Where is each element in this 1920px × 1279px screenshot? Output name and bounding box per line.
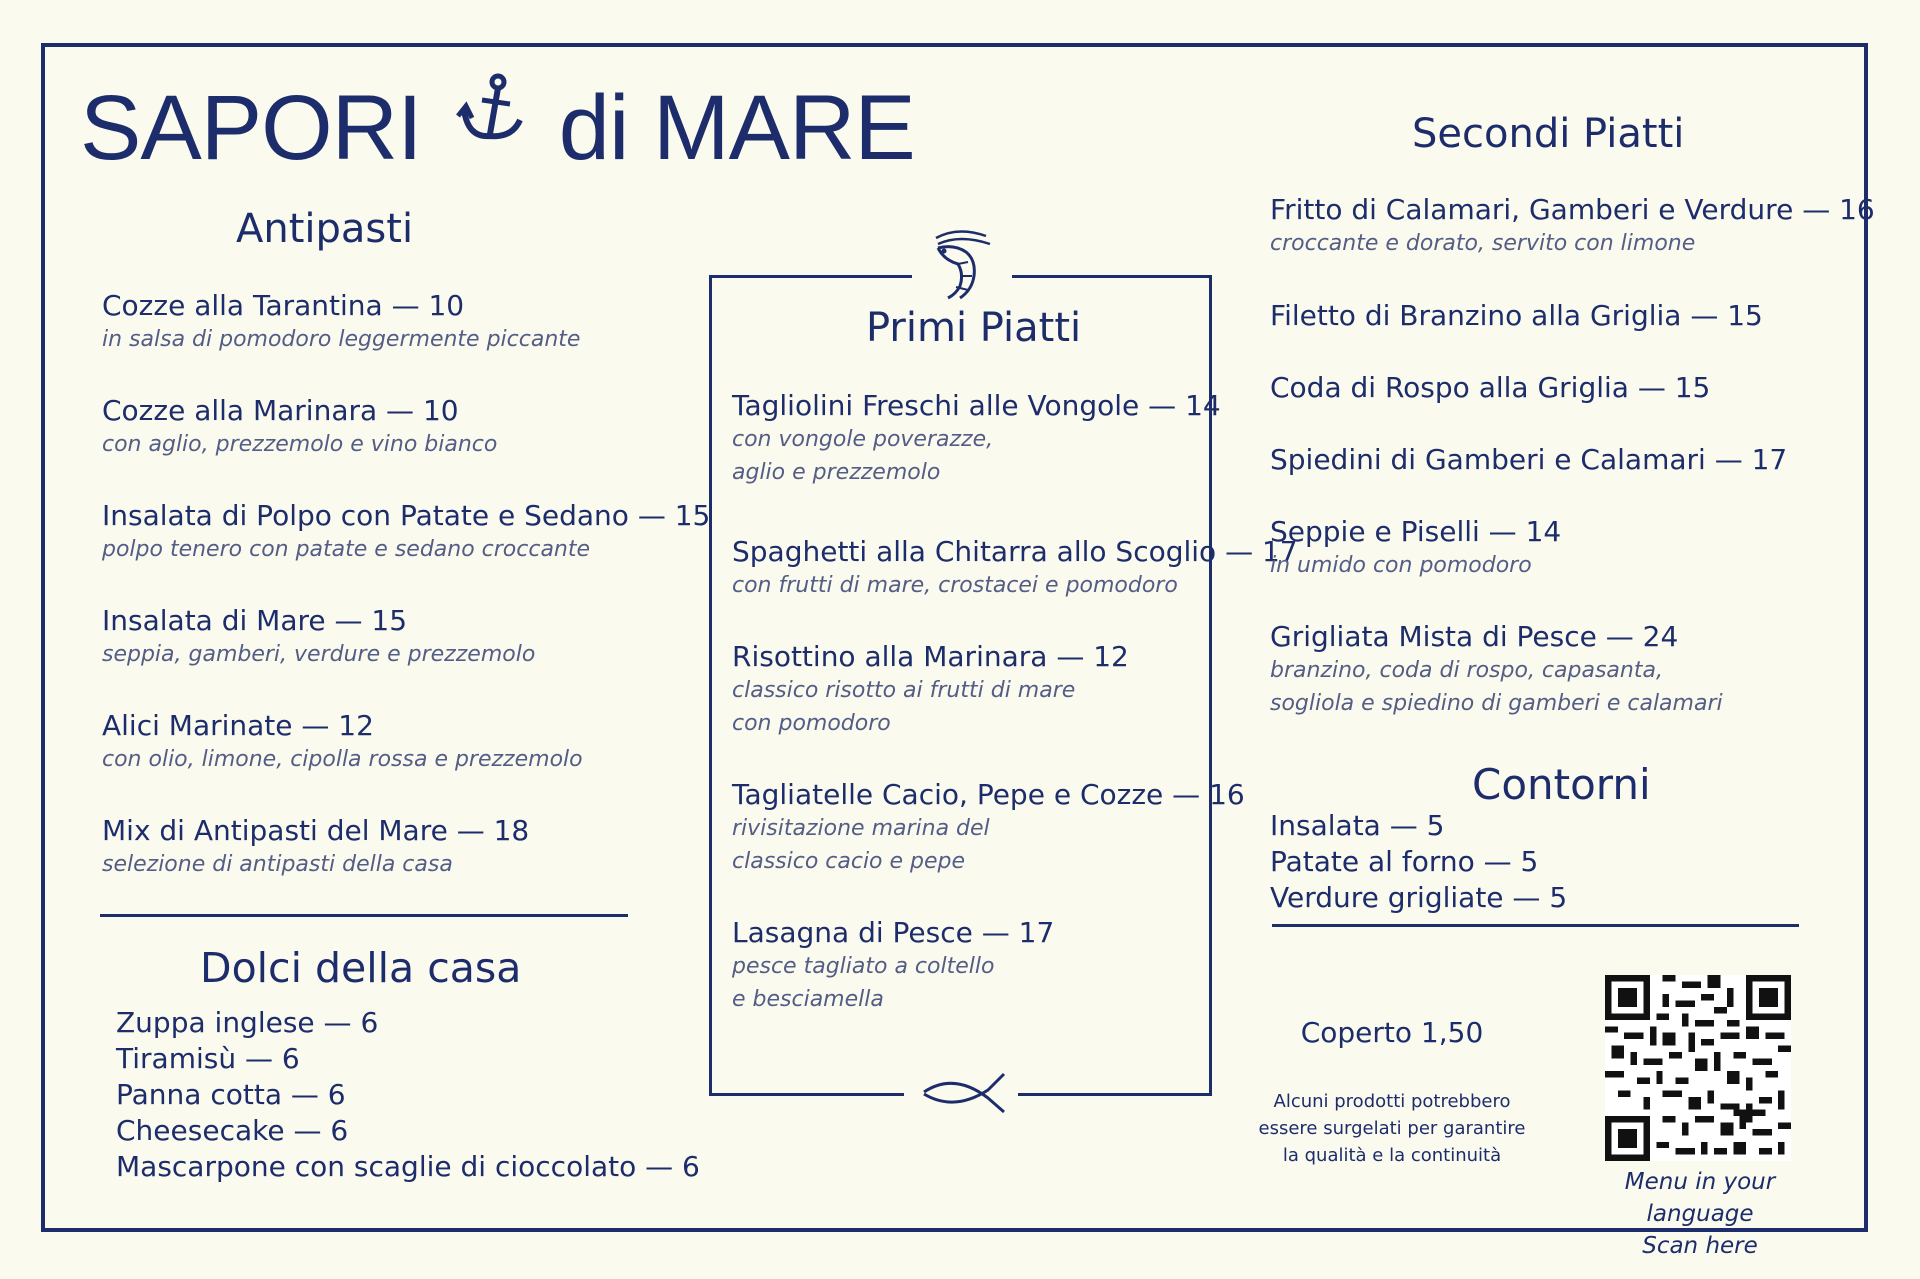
dolci-item: Panna cotta — 6	[116, 1078, 346, 1111]
dish-description: selezione di antipasti della casa	[102, 852, 453, 877]
dish-name: Insalata di Polpo con Patate e Sedano — 15	[102, 499, 711, 532]
secondi-item	[1270, 620, 1723, 720]
dish-name: Seppie e Piselli — 14	[1270, 515, 1562, 548]
dish-name: Grigliata Mista di Pesce — 24	[1270, 620, 1679, 653]
logo-name-part1: SAPORI	[80, 77, 422, 179]
scan-line-1: Menu in your language	[1624, 1169, 1776, 1227]
contorni-item: Insalata — 5	[1270, 809, 1445, 842]
dish-name: Insalata di Mare — 15	[102, 604, 408, 637]
dish-description: seppia, gamberi, verdure e prezzemolo	[102, 642, 536, 667]
dish-name: Spaghetti alla Chitarra allo Scoglio — 17	[732, 535, 1298, 568]
dish-description: pesce tagliato a coltello	[732, 954, 995, 979]
dish-description: aglio e prezzemolo	[732, 460, 941, 485]
primi-item	[732, 535, 1298, 602]
antipasti-item	[102, 499, 710, 566]
scan-line-2: Scan here	[1642, 1233, 1758, 1259]
dish-description: in salsa di pomodoro leggermente piccante	[102, 327, 581, 352]
dish-name: Fritto di Calamari, Gamberi e Verdure — 16	[1270, 193, 1875, 226]
dish-name: Mix di Antipasti del Mare — 18	[102, 814, 530, 847]
secondi-item	[1270, 443, 1787, 477]
dolci-item: Zuppa inglese — 6	[116, 1006, 379, 1039]
secondi-item	[1270, 193, 1875, 260]
antipasti-item	[102, 709, 583, 776]
secondi-item	[1270, 299, 1763, 333]
logo-name-part2: di MARE	[558, 77, 915, 179]
primi-item	[732, 640, 1129, 740]
anchor-icon	[454, 72, 534, 152]
dolci-title: Dolci della casa	[200, 944, 522, 992]
dish-name: Spiedini di Gamberi e Calamari — 17	[1270, 443, 1788, 476]
primi-title: Primi Piatti	[866, 305, 1082, 351]
dish-description: croccante e dorato, servito con limone	[1270, 231, 1696, 256]
antipasti-item	[102, 604, 535, 671]
dish-description: con pomodoro	[732, 711, 891, 736]
antipasti-item	[102, 814, 529, 881]
primi-item	[732, 916, 1054, 1016]
dish-description: polpo tenero con patate e sedano croccante	[102, 537, 591, 562]
qr-code-icon[interactable]	[1605, 975, 1791, 1161]
scan-caption	[1570, 1166, 1830, 1262]
dish-name: Coda di Rospo alla Griglia — 15	[1270, 371, 1711, 404]
dish-description: sogliola e spiedino di gamberi e calamari	[1270, 691, 1723, 716]
shrimp-icon	[924, 224, 1000, 304]
antipasti-item	[102, 289, 580, 356]
dish-name: Tagliatelle Cacio, Pepe e Cozze — 16	[732, 778, 1245, 811]
dish-description: rivisitazione marina del	[732, 816, 990, 841]
coperto-price: Coperto 1,50	[1300, 1016, 1484, 1049]
dolci-item: Cheesecake — 6	[116, 1114, 349, 1147]
divider	[100, 914, 628, 917]
dish-name: Lasagna di Pesce — 17	[732, 916, 1055, 949]
dish-description: con aglio, prezzemolo e vino bianco	[102, 432, 498, 457]
dish-description: con vongole poverazze,	[732, 427, 994, 452]
primi-item	[732, 389, 1221, 489]
fish-icon	[918, 1068, 1008, 1118]
frozen-products-note: Alcuni prodotti potrebbero essere surgelati per garantire la qualità e la continuità	[1258, 1091, 1526, 1166]
secondi-item	[1270, 371, 1710, 405]
dish-description: classico cacio e pepe	[732, 849, 966, 874]
contorni-item: Verdure grigliate — 5	[1270, 881, 1568, 914]
dish-name: Alici Marinate — 12	[102, 709, 374, 742]
contorni-item: Patate al forno — 5	[1270, 845, 1539, 878]
dish-description: in umido con pomodoro	[1270, 553, 1532, 578]
dish-description: e besciamella	[732, 987, 884, 1012]
dish-name: Cozze alla Tarantina — 10	[102, 289, 465, 322]
dish-description: con olio, limone, cipolla rossa e prezzemolo	[102, 747, 583, 772]
dish-name: Cozze alla Marinara — 10	[102, 394, 459, 427]
dolci-item: Tiramisù — 6	[116, 1042, 300, 1075]
dish-description: branzino, coda di rospo, capasanta,	[1270, 658, 1663, 683]
antipasti-item	[102, 394, 497, 461]
restaurant-logo	[80, 77, 915, 179]
secondi-item	[1270, 515, 1561, 582]
dish-name: Risottino alla Marinara — 12	[732, 640, 1129, 673]
dish-description: classico risotto ai frutti di mare	[732, 678, 1076, 703]
dish-name: Filetto di Branzino alla Griglia — 15	[1270, 299, 1763, 332]
primi-item	[732, 778, 1245, 878]
secondi-title: Secondi Piatti	[1412, 111, 1685, 157]
dish-name: Tagliolini Freschi alle Vongole — 14	[732, 389, 1221, 422]
dolci-item: Mascarpone con scaglie di cioccolato — 6	[116, 1150, 700, 1183]
dish-description: con frutti di mare, crostacei e pomodoro	[732, 573, 1178, 598]
divider	[1272, 924, 1799, 927]
contorni-title: Contorni	[1472, 760, 1651, 809]
antipasti-title: Antipasti	[236, 206, 414, 252]
